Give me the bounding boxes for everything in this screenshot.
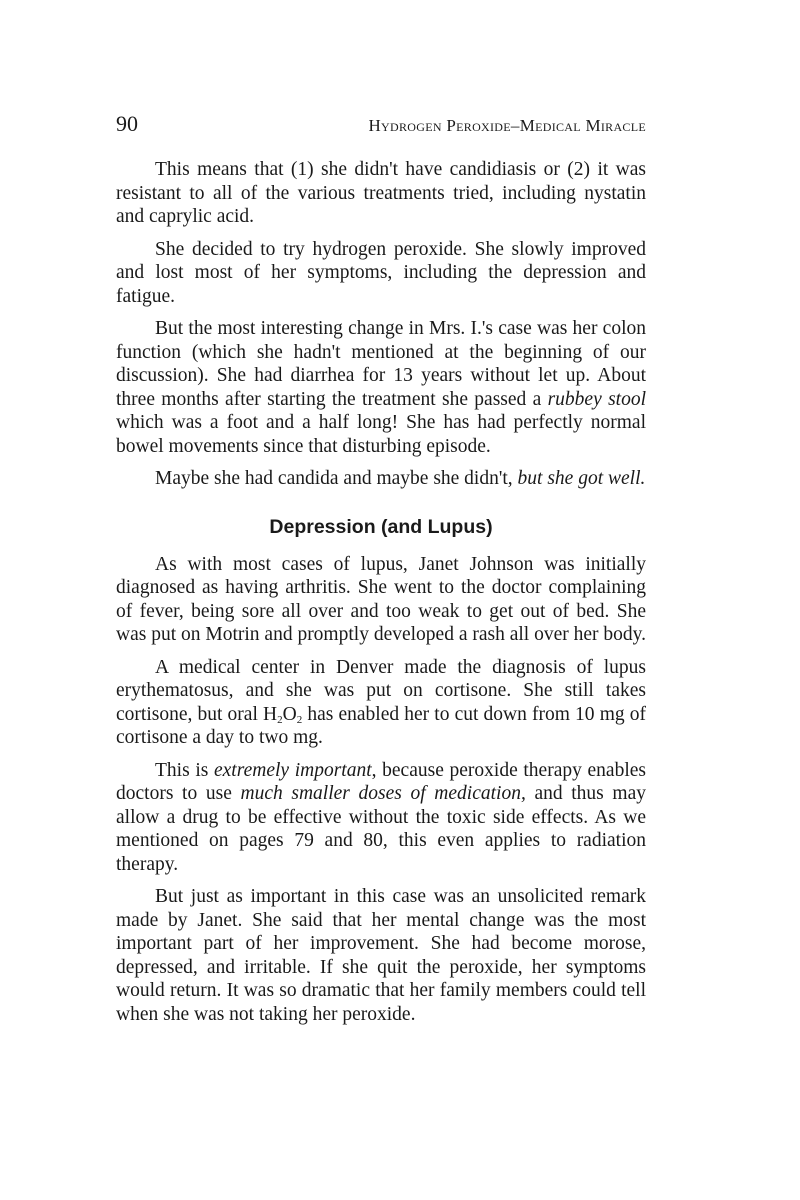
paragraph-5: [116, 553, 646, 647]
paragraph-4: [116, 467, 646, 491]
paragraph-5-text: As with most cases of lupus, Janet Johnson was initially diagnosed as having arthritis. She went to the doctor complaining of fever, being sore all over and too weak to get out of bed. She was put on Motrin and promptly developed a rash all over her body.: [116, 553, 646, 645]
formula-o-subscript: 2: [296, 713, 303, 726]
paragraph-3-text-end: which was a foot and a half long! She has had perfectly normal bowel movements since that disturbing episode.: [116, 412, 646, 457]
paragraph-1: [116, 158, 646, 229]
page-number: 90: [116, 111, 138, 136]
running-title: Hydrogen Peroxide–Medical Miracle: [368, 116, 646, 135]
paragraph-8: [116, 885, 646, 1026]
paragraph-3-emphasis: rubbey stool: [547, 388, 646, 410]
paragraph-4-text-start: Maybe she had candida and maybe she didn't,: [155, 468, 518, 489]
paragraph-3: [116, 317, 646, 458]
paragraph-6-text-end: has enabled her to cut down from 10 mg of cortisone a day to two mg.: [116, 703, 646, 748]
running-head: [116, 104, 646, 144]
chemical-formula-h2o2: [263, 704, 302, 725]
book-page: [116, 104, 646, 1035]
paragraph-6: [116, 656, 646, 750]
paragraph-2: [116, 238, 646, 309]
paragraph-7-text-start: This is: [155, 759, 214, 781]
paragraph-7: [116, 759, 646, 877]
paragraph-7-emphasis-2: much smaller doses of medication,: [240, 783, 526, 804]
paragraph-3-text-start: But the most interesting change in Mrs. I.'s case was her colon function (which she hadn't mentioned at the beginning of our discussion). She had diarrhea for 13 years without let up. About three months after starting the treatment she passed a: [116, 318, 646, 410]
paragraph-7-text-end: and thus may allow a drug to be effective without the toxic side effects. As we mentioned on pages 79 and 80, this even applies to radiation therapy.: [116, 783, 646, 875]
paragraph-8-text: But just as important in this case was an unsolicited remark made by Janet. She said that her mental change was the most important part of her improvement. She had become morose, depressed, and irritable. If she quit the peroxide, her symptoms would return. It was so dramatic that her family members could tell when she was not taking her peroxide.: [116, 886, 646, 1025]
paragraph-2-text: She decided to try hydrogen peroxide. She slowly improved and lost most of her symptoms, including the depression and fatigue.: [116, 238, 646, 307]
formula-h: H: [263, 703, 278, 725]
paragraph-4-emphasis: but she got well.: [517, 468, 646, 489]
formula-o: O: [282, 703, 297, 725]
paragraph-6-text-start: A medical center in Denver made the diagnosis of lupus erythematosus, and she was put on cortisone. She still takes cortisone, but oral: [116, 656, 646, 725]
paragraph-7-emphasis-1: extremely important: [213, 759, 372, 781]
section-heading: Depression (and Lupus): [269, 515, 493, 538]
formula-h-subscript: 2: [277, 713, 283, 726]
paragraph-7-text-middle: , because peroxide therapy enables doctors to use: [116, 759, 646, 804]
paragraph-1-text: This means that (1) she didn't have candidiasis or (2) it was resistant to all of the various treatments tried, including nystatin and caprylic acid.: [116, 159, 646, 227]
